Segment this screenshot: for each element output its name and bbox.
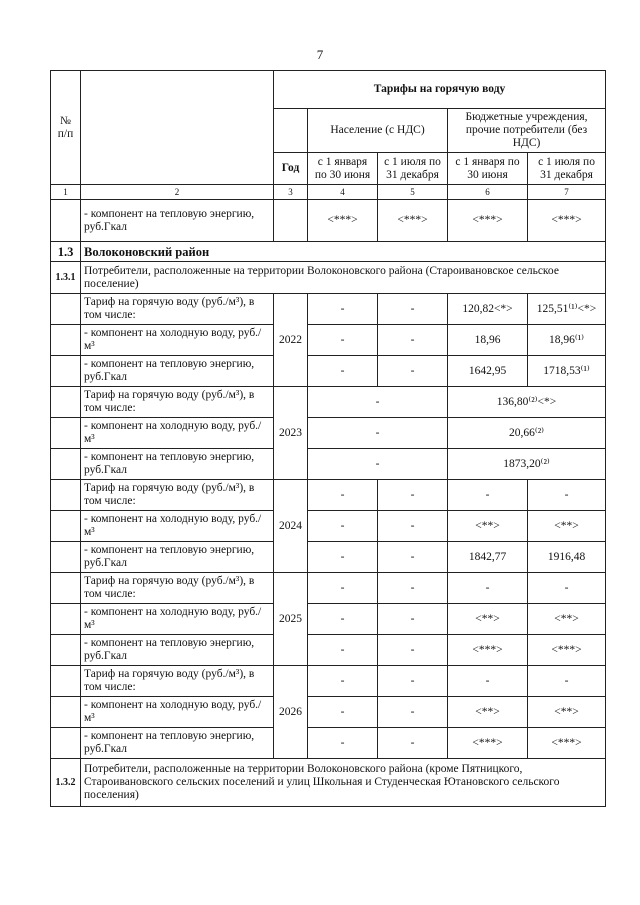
cell-value: - — [308, 635, 378, 666]
cell-value: - — [378, 666, 448, 697]
cell-value: - — [528, 480, 606, 511]
col-num-3: 3 — [274, 185, 308, 200]
header-year-blank — [274, 109, 308, 153]
year-cell: 2023 — [274, 387, 308, 480]
cell-value: - — [308, 387, 448, 418]
row-label: Тариф на горячую воду (руб./м³), в том числе: — [81, 480, 274, 511]
cell-value: <***> — [528, 200, 606, 242]
cell-value: - — [308, 294, 378, 325]
cell-value: <***> — [528, 728, 606, 759]
table-row — [51, 511, 606, 542]
row-label: - компонент на холодную воду, руб./м³ — [81, 697, 274, 728]
cell-value: 18,96⁽¹⁾ — [528, 325, 606, 356]
cell-value: - — [378, 542, 448, 573]
table-row — [51, 666, 606, 697]
table-row — [51, 635, 606, 666]
table-row — [51, 387, 606, 418]
page-number: 7 — [316, 47, 324, 62]
cell-value: 1873,20⁽²⁾ — [448, 449, 606, 480]
cell-value: <***> — [448, 200, 528, 242]
cell-value: 1718,53⁽¹⁾ — [528, 356, 606, 387]
year-cell: 2024 — [274, 480, 308, 573]
subsection-row — [51, 759, 606, 807]
header-col-name — [81, 71, 274, 185]
cell-value: 120,82<*> — [448, 294, 528, 325]
section-number: 1.3 — [51, 242, 81, 262]
row-label: - компонент на тепловую энергию, руб.Гкал — [81, 356, 274, 387]
table-row — [51, 200, 606, 242]
row-label: - компонент на тепловую энергию, руб.Гкал — [81, 542, 274, 573]
cell-value: - — [308, 697, 378, 728]
cell-value: <**> — [448, 697, 528, 728]
cell-value: 1842,77 — [448, 542, 528, 573]
row-label: - компонент на холодную воду, руб./м³ — [81, 418, 274, 449]
header-col-no: № п/п — [51, 71, 81, 185]
col-num-5: 5 — [378, 185, 448, 200]
cell-value: - — [378, 480, 448, 511]
cell-value: - — [378, 635, 448, 666]
cell-value: 18,96 — [448, 325, 528, 356]
header-group-title: Тарифы на горячую воду — [274, 71, 606, 109]
cell-value: - — [308, 325, 378, 356]
cell-value: <***> — [378, 200, 448, 242]
col-num-2: 2 — [81, 185, 274, 200]
header-year: Год — [274, 153, 308, 185]
cell-value: - — [308, 356, 378, 387]
cell-value: - — [378, 511, 448, 542]
cell-value: 1916,48 — [528, 542, 606, 573]
cell-value: 136,80⁽²⁾<*> — [448, 387, 606, 418]
cell-value: <***> — [448, 635, 528, 666]
col-num-7: 7 — [528, 185, 606, 200]
subsection-number: 1.3.1 — [51, 262, 81, 294]
row-label: - компонент на холодную воду, руб./м³ — [81, 511, 274, 542]
cell-value: <***> — [448, 728, 528, 759]
col-num-6: 6 — [448, 185, 528, 200]
cell-value: - — [378, 294, 448, 325]
table-row — [51, 480, 606, 511]
cell-value: - — [378, 697, 448, 728]
cell-value: - — [448, 480, 528, 511]
row-label: Тариф на горячую воду (руб./м³), в том числе: — [81, 387, 274, 418]
year-cell: 2025 — [274, 573, 308, 666]
cell-value: <**> — [448, 604, 528, 635]
cell-value: - — [308, 418, 448, 449]
col-num-4: 4 — [308, 185, 378, 200]
header-bud-period-2: с 1 июля по 31 декабря — [528, 153, 606, 185]
cell-value: - — [308, 511, 378, 542]
header-population: Население (с НДС) — [308, 109, 448, 153]
cell-value: <**> — [448, 511, 528, 542]
row-label: - компонент на тепловую энергию, руб.Гкал — [81, 200, 274, 242]
row-label: Тариф на горячую воду (руб./м³), в том числе: — [81, 573, 274, 604]
cell-value: - — [378, 604, 448, 635]
table-row — [51, 697, 606, 728]
cell-value: - — [308, 728, 378, 759]
cell-value: - — [308, 480, 378, 511]
cell-value: <***> — [308, 200, 378, 242]
header-bud-period-1: с 1 января по 30 июня — [448, 153, 528, 185]
cell-value: - — [308, 573, 378, 604]
cell-value: - — [528, 573, 606, 604]
header-pop-period-2: с 1 июля по 31 декабря — [378, 153, 448, 185]
cell-value: - — [308, 542, 378, 573]
table-row — [51, 604, 606, 635]
cell-value: - — [528, 666, 606, 697]
cell-value: - — [378, 356, 448, 387]
header-budget: Бюджетные учреждения, прочие потребители (без НДС) — [448, 109, 606, 153]
section-title: Волоконовский район — [81, 242, 606, 262]
cell-value: <***> — [528, 635, 606, 666]
tariff-table — [50, 70, 606, 807]
table-row — [51, 418, 606, 449]
subsection-row — [51, 262, 606, 294]
subsection-title: Потребители, расположенные на территории Волоконовского района (кроме Пятницкого, Староивановского сельских поселений и улиц Школьная и Студенческая Ютановского сельского поселения) — [81, 759, 606, 807]
row-label: - компонент на тепловую энергию, руб.Гкал — [81, 635, 274, 666]
cell-value: - — [378, 325, 448, 356]
row-label: - компонент на тепловую энергию, руб.Гкал — [81, 449, 274, 480]
row-label: Тариф на горячую воду (руб./м³), в том числе: — [81, 294, 274, 325]
header-pop-period-1: с 1 января по 30 июня — [308, 153, 378, 185]
cell-value: 125,51⁽¹⁾<*> — [528, 294, 606, 325]
cell-value: - — [378, 728, 448, 759]
cell-value: 1642,95 — [448, 356, 528, 387]
subsection-number: 1.3.2 — [51, 759, 81, 807]
cell-value: <**> — [528, 697, 606, 728]
cell-value: - — [448, 666, 528, 697]
section-row — [51, 242, 606, 262]
table-row — [51, 325, 606, 356]
year-cell: 2026 — [274, 666, 308, 759]
table-row — [51, 728, 606, 759]
year-cell: 2022 — [274, 294, 308, 387]
cell-value: - — [308, 449, 448, 480]
row-label: - компонент на холодную воду, руб./м³ — [81, 325, 274, 356]
cell-value: - — [308, 604, 378, 635]
subsection-title: Потребители, расположенные на территории Волоконовского района (Староивановское сельское поселение) — [81, 262, 606, 294]
table-row — [51, 573, 606, 604]
col-num-1: 1 — [51, 185, 81, 200]
cell-value: <**> — [528, 511, 606, 542]
table-row — [51, 449, 606, 480]
row-label: - компонент на тепловую энергию, руб.Гкал — [81, 728, 274, 759]
cell-value: - — [308, 666, 378, 697]
cell-value: - — [378, 573, 448, 604]
cell-value: 20,66⁽²⁾ — [448, 418, 606, 449]
row-label: Тариф на горячую воду (руб./м³), в том числе: — [81, 666, 274, 697]
cell-value: <**> — [528, 604, 606, 635]
table-row — [51, 294, 606, 325]
table-row — [51, 356, 606, 387]
cell-value: - — [448, 573, 528, 604]
table-row — [51, 542, 606, 573]
row-label: - компонент на холодную воду, руб./м³ — [81, 604, 274, 635]
